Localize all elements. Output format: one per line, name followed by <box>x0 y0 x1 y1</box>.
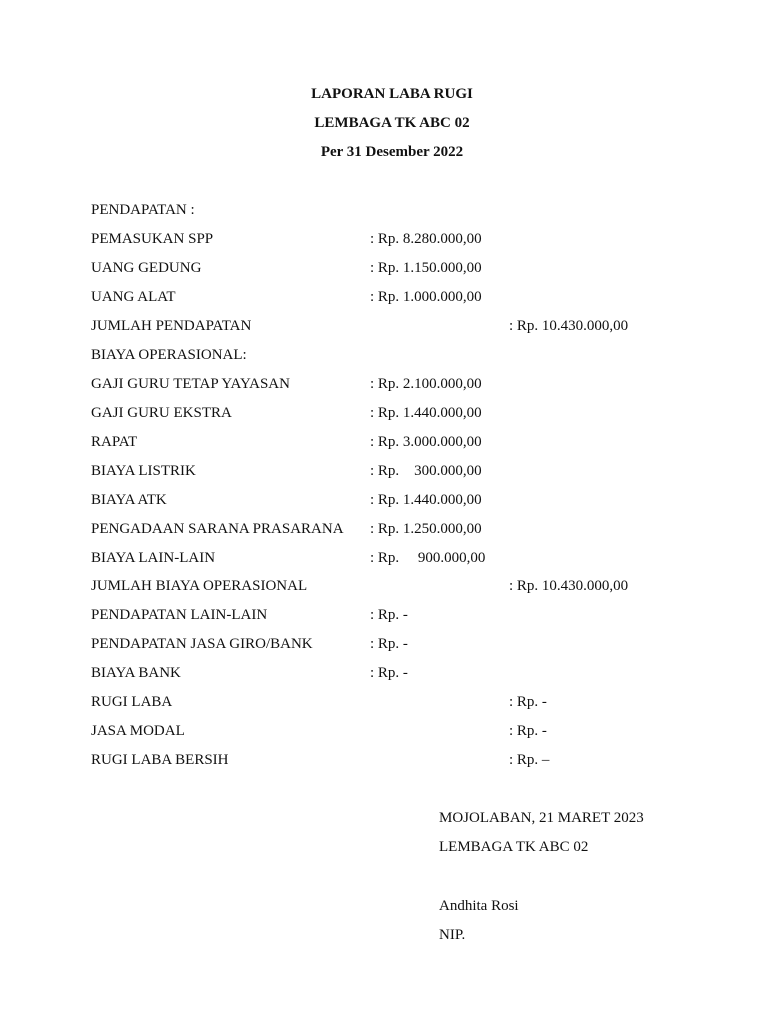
row-label: JASA MODAL <box>91 723 185 739</box>
row-label: PENDAPATAN JASA GIRO/BANK <box>91 636 313 652</box>
row-total: : Rp. - <box>509 723 547 739</box>
row-amount: : Rp. 1.000.000,00 <box>370 289 482 305</box>
signature-institution: LEMBAGA TK ABC 02 <box>439 839 589 855</box>
row-label: UANG GEDUNG <box>91 260 202 276</box>
row-label: JUMLAH PENDAPATAN <box>91 318 252 334</box>
row-amount: : Rp. 2.100.000,00 <box>370 376 482 392</box>
report-row <box>0 723 768 743</box>
report-row <box>0 231 768 251</box>
row-total: : Rp. – <box>509 752 550 768</box>
row-amount: : Rp. 3.000.000,00 <box>370 434 482 450</box>
report-row <box>0 202 768 222</box>
institution-name: LEMBAGA TK ABC 02 <box>314 115 470 131</box>
row-label: RUGI LABA <box>91 694 173 710</box>
report-row <box>0 578 768 598</box>
row-amount: : Rp. - <box>370 636 408 652</box>
row-label: GAJI GURU EKSTRA <box>91 405 232 421</box>
row-amount: : Rp. - <box>370 607 408 623</box>
report-row <box>0 260 768 280</box>
row-label: BIAYA BANK <box>91 665 181 681</box>
row-total: : Rp. 10.430.000,00 <box>509 318 629 334</box>
row-total: : Rp. 10.430.000,00 <box>509 578 629 594</box>
report-row <box>0 694 768 714</box>
row-total: : Rp. - <box>509 694 547 710</box>
report-row <box>0 665 768 685</box>
row-label: BIAYA LISTRIK <box>91 463 196 479</box>
report-row <box>0 405 768 425</box>
row-amount: : Rp. 300.000,00 <box>370 463 482 479</box>
report-row <box>0 636 768 656</box>
report-row <box>0 492 768 512</box>
report-row <box>0 607 768 627</box>
row-amount: : Rp. 1.150.000,00 <box>370 260 482 276</box>
row-label: PENDAPATAN : <box>91 202 195 218</box>
report-row <box>0 289 768 309</box>
report-period: Per 31 Desember 2022 <box>320 144 464 160</box>
row-label: GAJI GURU TETAP YAYASAN <box>91 376 290 392</box>
report-row <box>0 318 768 338</box>
report-row <box>0 434 768 454</box>
row-amount: : Rp. 900.000,00 <box>370 550 486 566</box>
report-row <box>0 521 768 541</box>
row-label: RAPAT <box>91 434 138 450</box>
row-amount: : Rp. 1.250.000,00 <box>370 521 482 537</box>
report-row <box>0 347 768 367</box>
row-amount: : Rp. - <box>370 665 408 681</box>
report-row <box>0 752 768 772</box>
signature-place-date: MOJOLABAN, 21 MARET 2023 <box>439 810 644 826</box>
row-label: BIAYA OPERASIONAL: <box>91 347 247 363</box>
row-label: BIAYA ATK <box>91 492 167 508</box>
report-title: LAPORAN LABA RUGI <box>311 86 473 102</box>
row-label: JUMLAH BIAYA OPERASIONAL <box>91 578 308 594</box>
row-amount: : Rp. 8.280.000,00 <box>370 231 482 247</box>
row-amount: : Rp. 1.440.000,00 <box>370 405 482 421</box>
report-row <box>0 376 768 396</box>
signatory-nip: NIP. <box>439 927 466 943</box>
signatory-name: Andhita Rosi <box>439 898 519 914</box>
row-label: RUGI LABA BERSIH <box>91 752 229 768</box>
row-label: BIAYA LAIN-LAIN <box>91 550 216 566</box>
row-amount: : Rp. 1.440.000,00 <box>370 492 482 508</box>
row-label: PENGADAAN SARANA PRASARANA <box>91 521 344 537</box>
row-label: UANG ALAT <box>91 289 176 305</box>
report-row <box>0 550 768 570</box>
row-label: PENDAPATAN LAIN-LAIN <box>91 607 268 623</box>
row-label: PEMASUKAN SPP <box>91 231 214 247</box>
report-row <box>0 463 768 483</box>
